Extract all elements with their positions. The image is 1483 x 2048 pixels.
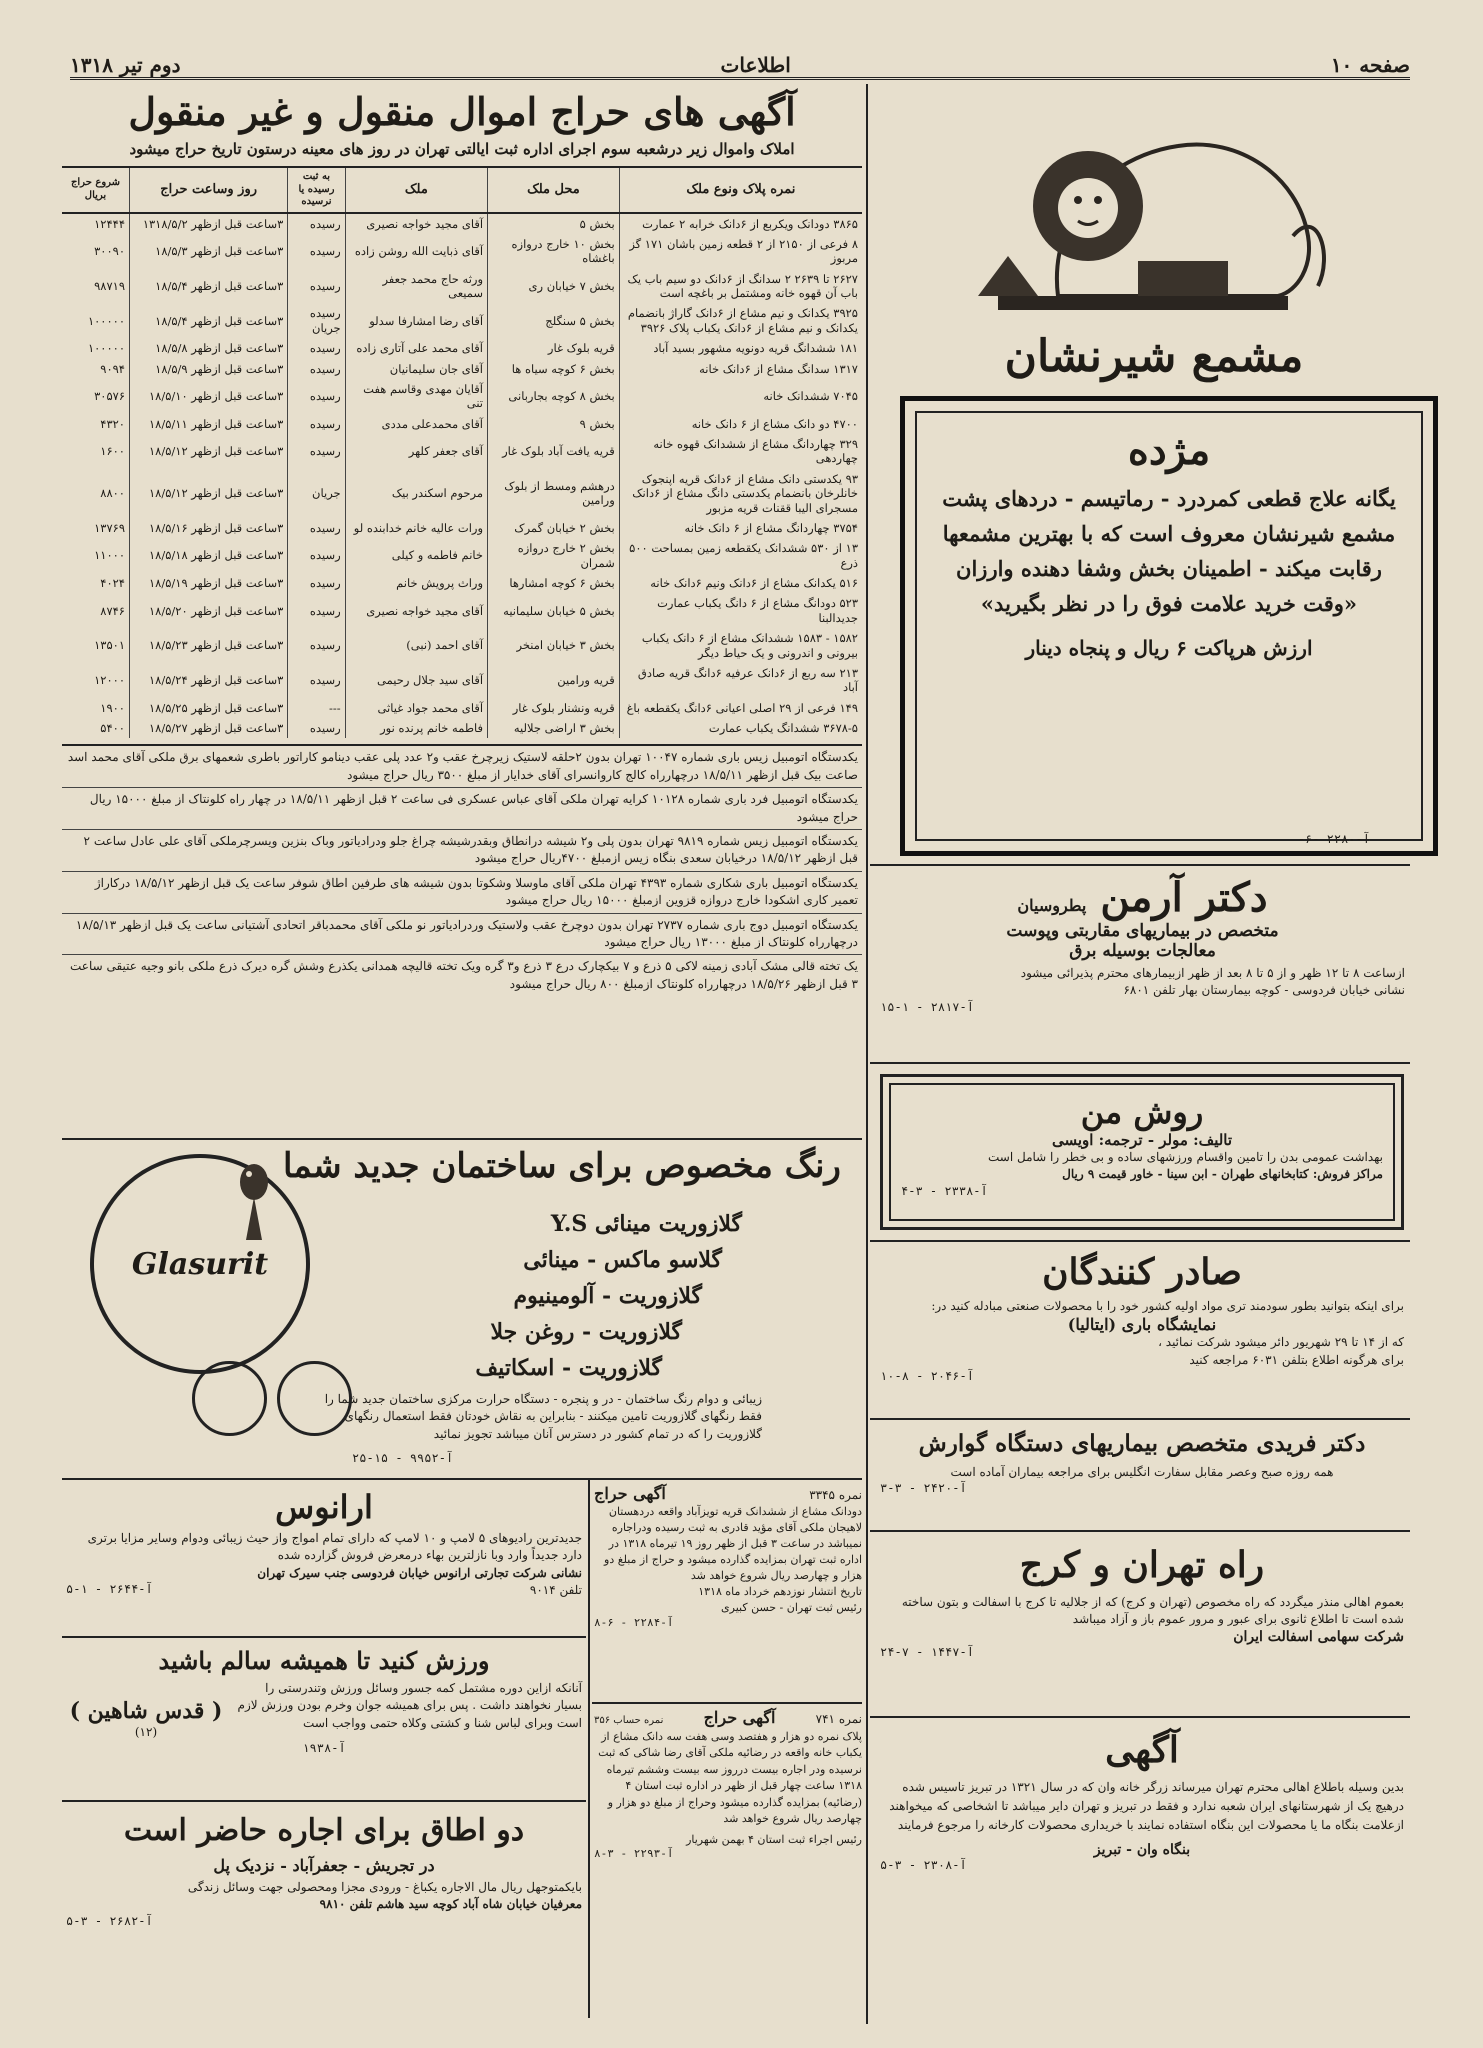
divider — [870, 1716, 1410, 1718]
rooshe-title: روش من — [1080, 1093, 1204, 1131]
rooms-address: معرفیان خیابان شاه آباد کوچه سید هاشم تلفن ۹۸۱۰ — [319, 1897, 582, 1912]
table-cell: ۴۷۰۰ دو دانک مشاع از ۶ دانک خانه — [619, 414, 862, 434]
table-cell: رسیده — [288, 379, 345, 414]
oranus-ref: آ-۲۶۴۴ - ۱-۵ — [66, 1582, 153, 1597]
auction-note: یک تخته قالی مشک آبادی زمینه لاکی ۵ ذرع و ۷ بیکچارک درع ۳ ذرع و۳ گره ویک تخته قالیچه همدانی یکذرع وشش گره دیرک ذرع ملکی بانو وجیه عتیقی ساعت ۳ قبل ازظهر ۱۸/۵/۲۶ درچهارراه کلونتاک ازمبلغ ۸۰۰ ریال حراج میشود — [70, 959, 858, 991]
table-cell: ۳۸۶۵ دودانک ویکربع از ۶دانک خرابه ۲ عمارت — [619, 213, 862, 234]
exporters-ref: آ-۲۰۴۶ - ۸-۱۰ — [880, 1369, 974, 1384]
auction2-ad — [594, 1484, 862, 1698]
oranus-body: جدیدترین رادیوهای ۵ لامپ و ۱۰ لامپ که دارای تمام امواج واز حیث زیبائی ودوام وسایر مزایا برتری دارد جدیداً وارد وبا نازلترین بهاء درمعرض فروش گزارده شده — [87, 1531, 582, 1563]
table-cell: آقای مجید خواجه نصیری — [345, 593, 487, 628]
auction3-ad — [594, 1708, 862, 2016]
shir-line: رقابت میکند - اطمینان بخش وشفا دهنده وارزان — [956, 556, 1382, 581]
oranus-footer — [66, 1582, 582, 1599]
sport-content — [66, 1680, 582, 1741]
table-row — [62, 414, 862, 434]
table-cell: ۴۰۲۴ — [100, 576, 125, 590]
table-cell: ۷۰۴۵ ششدانک خانه — [619, 379, 862, 414]
table-cell: بخش ۵ خیابان سلیمانیه — [488, 593, 620, 628]
table-cell: ۲۱۳ سه ربع از ۶دانک عرفیه ۶دانگ قریه صادق آباد — [619, 663, 862, 698]
sport-ad — [66, 1642, 582, 1792]
armen-hours: ازساعت ۸ تا ۱۲ ظهر و از ۵ تا ۸ بعد از ظهر ازبیمارهای محترم پذیرائی میشود — [1020, 966, 1405, 980]
exporters-ad — [880, 1246, 1404, 1406]
table-cell: ۳۷۵۴ چهاردانگ مشاع از ۶ دانک خانه — [619, 518, 862, 538]
divider — [870, 1240, 1410, 1242]
exporters-venue: نمایشگاه باری (ایتالیا) — [1067, 1315, 1217, 1335]
table-cell: ۸۷۴۶ — [100, 603, 125, 618]
notice-footer: بنگاه وان - تبریز — [1093, 1841, 1191, 1858]
table-cell: ۳ساعت قبل ازظهر ۱۸/۵/۲۰ — [130, 593, 288, 628]
table-cell: ۱۶۰۰ — [100, 444, 125, 459]
divider — [870, 864, 1410, 866]
table-cell: بخش ۶ کوچه سیاه ها — [488, 359, 620, 379]
table-cell: مرحوم اسکندر بیک — [345, 469, 487, 518]
column-rule — [588, 1478, 590, 2018]
table-cell: ۳ساعت قبل ازظهر ۱۸/۵/۲۵ — [130, 698, 288, 718]
armen-heading — [880, 874, 1405, 921]
faridi-ad — [880, 1424, 1404, 1524]
table-cell: ۳ساعت قبل ازظهر ۱۸/۵/۱۱ — [130, 414, 288, 434]
shir-ref: آ-۲۲۸۰ -۶- — [1297, 832, 1370, 846]
table-cell: آقای محمد جواد غیاثی — [345, 698, 487, 718]
table-cell: بخش ۲ خیابان گمرک — [488, 518, 620, 538]
col-header: روز وساعت حراج — [130, 167, 288, 213]
table-cell: ۳ساعت قبل ازظهر ۱۸/۵/۱۹ — [130, 573, 288, 593]
table-cell: رسیده — [288, 434, 345, 469]
col-header: ملک — [345, 167, 487, 213]
paint-product: گلاسو ماکس - مینائی — [523, 1247, 722, 1273]
glasurit-logo — [90, 1154, 310, 1374]
table-cell: ۳ساعت قبل ازظهر ۱۸/۵/۱۲ — [130, 434, 288, 469]
rooms-ad — [66, 1806, 582, 2016]
table-cell: آقایان مهدی وقاسم هفت تنی — [345, 379, 487, 414]
shir-brand: مشمع شیرنشان — [1004, 331, 1304, 382]
rooshe-author: تالیف: مولر - ترجمه: اویسی — [1051, 1131, 1233, 1149]
table-cell: آقای ذبایت الله روشن زاده — [345, 234, 487, 269]
shir-line: مشمع شیرنشان معروف است که با بهترین مشمعها — [942, 521, 1396, 546]
road-company: شرکت سهامی اسفالت ایران — [1233, 1628, 1404, 1645]
table-cell: رسیده — [288, 718, 345, 738]
divider — [870, 1418, 1410, 1420]
lion-illustration — [938, 96, 1338, 326]
notice-body: بدین وسیله باطلاع اهالی محترم تهران میرساند زرگر خانه وان که در سال ۱۳۲۱ در تبریز تاسیس شده درهیچ یک از شهرستانهای ایران شعبه ندارد و فقط در تبریز و تهران دایر میباشد تا اشخاصی که میخواهند ازعلامت بنگاه ما یا محصولات این بنگاه استفاده نمایند با خریداری محصولات کارخانه را مرجوع فرمایند — [889, 1780, 1404, 1833]
paint-title: رنگ مخصوص برای ساختمان جدید شما — [283, 1146, 841, 1186]
table-cell: آقای رضا امشارفا سدلو — [345, 303, 487, 338]
auction2-num: نمره ۳۳۴۵ — [809, 1488, 862, 1502]
auction3-head — [594, 1708, 862, 1729]
table-cell: قریه بلوک غار — [488, 338, 620, 358]
auction2-signer: رئیس ثبت تهران - حسن کبیری — [721, 1601, 862, 1615]
table-cell: قریه یافت آباد بلوک غار — [488, 434, 620, 469]
divider — [62, 1636, 586, 1638]
table-cell: ۳ساعت قبل ازظهر ۱۸/۵/۱۸ — [130, 538, 288, 573]
table-cell: ۹۰۹۴ — [100, 361, 125, 376]
table-cell: آقای جعفر کلهر — [345, 434, 487, 469]
table-cell: ۳ساعت قبل ازظهر ۱۸/۵/۴ — [130, 303, 288, 338]
auction2-head — [594, 1484, 862, 1504]
table-cell: ۳ساعت قبل ازظهر ۱۸/۵/۸ — [130, 338, 288, 358]
shir-inner-box — [915, 411, 1423, 841]
road-ref: آ-۱۴۴۷ - ۷-۲۴ — [880, 1644, 974, 1659]
paint-product: گلازوریت مینائی Y.S — [550, 1211, 742, 1237]
table-row — [62, 718, 862, 738]
auction2-date: تاریخ انتشار نوزدهم خرداد ماه ۱۳۱۸ — [698, 1585, 862, 1599]
table-cell: ۱۲۴۴۴ — [94, 216, 125, 231]
auction-note: یکدستگاه اتومبیل زیس شماره ۹۸۱۹ تهران بدون پلی و۲ شیشه درانطاق وبقدرشیشه چراغ جلو ودرادیاتور وباک بنزین ویسرچرملکی آقای علی عادل ساعت ۲ قبل ازظهر ۱۸/۵/۱۲ درخیابان سعدی بنگاه زیس ازمبلغ ۴۷۰۰ریال حراج میشود — [62, 830, 862, 872]
rooshe-ref: آ-۲۳۳۸ - ۳-۴ — [901, 1183, 988, 1198]
table-row — [62, 379, 862, 414]
rooms-subtitle: در تجریش - جعفرآباد - نزدیک پل — [213, 1856, 435, 1875]
exporters-title: صادر کنندگان — [1042, 1251, 1242, 1293]
table-cell: آقای محمدعلی مددی — [345, 414, 487, 434]
table-cell: ۳۶۷۸-۵ ششدانگ یکباب عمارت — [619, 718, 862, 738]
armen-ad — [880, 874, 1405, 1054]
table-cell: ۴۳۲۰ — [100, 416, 125, 431]
road-ad — [880, 1536, 1404, 1716]
table-cell: وراث پرویش خانم — [345, 573, 487, 593]
table-cell: آقای احمد (نبی) — [345, 628, 487, 663]
faridi-ref: آ-۲۴۲۰ - ۳-۳ — [880, 1481, 967, 1496]
table-cell: ۳ساعت قبل ازظهر ۱۸/۵/۱۶ — [130, 518, 288, 538]
table-cell: ۱۱۰۰۰ — [94, 548, 125, 563]
faridi-title: دکتر فریدی متخصص بیماریهای دستگاه گوارش — [918, 1430, 1366, 1457]
table-cell: ۳ساعت قبل ازظهر ۱۸/۵/۲۳ — [130, 628, 288, 663]
col-header: به ثبت رسیده یا نرسیده — [288, 167, 345, 213]
publication-name: اطلاعات — [720, 52, 791, 77]
table-cell: ۳ساعت قبل ازظهر ۱۸/۵/۱۰ — [130, 379, 288, 414]
table-cell: بخش ۱۰ خارج دروازه باغشاه — [488, 234, 620, 269]
table-cell: ۵۲۳ دودانگ مشاع از ۶ دانگ یکباب عمارت جدیدالبنا — [619, 593, 862, 628]
table-cell: --- — [288, 698, 345, 718]
auction3-num: نمره ۷۴۱ — [815, 1712, 862, 1726]
armen-address: نشانی خیابان فردوسی - کوچه بیمارستان بهار تلفن ۶۸۰۱ — [1123, 983, 1405, 998]
auction-subtitle: املاک واموال زیر درشعبه سوم اجرای اداره ثبت ایالتی تهران در روز های معینه درستون تاریخ حراج میشود — [129, 140, 795, 158]
table-cell: ۳۲۹ چهاردانگ مشاع از ششدانک قهوه خانه چهاردهی — [619, 434, 862, 469]
table-row — [62, 518, 862, 538]
sport-brand-box — [66, 1680, 226, 1741]
table-cell: ۱۰۰۰۰۰ — [87, 313, 125, 328]
paint-product: گلازوریت - آلومینیوم — [513, 1283, 702, 1309]
armen-surname: پطروسیان — [1017, 896, 1087, 915]
table-row — [62, 359, 862, 379]
table-cell: درهشم ومسط از بلوک ورامین — [488, 469, 620, 518]
rooms-ref: آ-۲۶۸۲ - ۳-۵ — [66, 1913, 153, 1928]
col-header: شروع حراج بریال — [62, 167, 130, 213]
table-cell: ۳ساعت قبل ازظهر ۱۸/۵/۳ — [130, 234, 288, 269]
sport-brand-num: (۱۲) — [134, 1725, 158, 1739]
col-header: نمره پلاک ونوع ملک — [619, 167, 862, 213]
paint-products — [282, 1206, 742, 1386]
armen-treatment: معالجات بوسیله برق — [1069, 941, 1216, 961]
table-cell: آقای مجید خواجه نصیری — [345, 213, 487, 234]
table-cell: ۱۸۱ ششدانگ قریه دونویه مشهور بسید آباد — [619, 338, 862, 358]
oranus-title: ارانوس — [275, 1488, 373, 1526]
auction-notes — [62, 744, 862, 996]
table-cell: ۱۲۰۰۰ — [94, 673, 125, 688]
rooshe-shops: مراکز فروش: کتابخانهای طهران - ابن سینا - خاور قیمت ۹ ریال — [1062, 1167, 1383, 1182]
rooshe-ad — [880, 1074, 1404, 1230]
table-cell: رسیده — [288, 538, 345, 573]
shir-ad — [898, 96, 1410, 848]
table-cell: رسیده — [288, 213, 345, 234]
auction-note: یکدستگاه اتومبیل دوج باری شماره ۲۷۳۷ تهران بدون دوچرخ عقب ولاستیک وردرادیاتور نو ملکی آقای محمدباقر اتحادی آشتیانی ساعت یک قبل ازظهر ۱۸/۵/۱۳ درچهارراه کلونتاک از مبلغ ۱۳۰۰۰ ریال حراج میشود — [62, 914, 862, 956]
table-cell: رسیده — [288, 573, 345, 593]
table-cell: رسیده جریان — [288, 303, 345, 338]
armen-specialty: متخصص در بیماریهای مقاربتی وپوست — [1006, 921, 1279, 941]
table-cell: ورات عالیه خانم خدابنده لو — [345, 518, 487, 538]
column-rule — [866, 84, 868, 2024]
table-cell: ۳ساعت قبل ازظهر ۱۸/۵/۲۴ — [130, 663, 288, 698]
shir-line: «وقت خرید علامت فوق را در نظر بگیرید» — [980, 591, 1358, 616]
table-cell: ۸ فرعی از ۲۱۵۰ از ۲ قطعه زمین باشان ۱۷۱ گز مربوز — [619, 234, 862, 269]
page-header — [70, 52, 1410, 80]
notice-title: آگهی — [1105, 1729, 1179, 1771]
table-cell: ۵۴۰۰ — [100, 721, 125, 735]
table-cell: ۱۳ از ۵۳۰ ششدانک یکقطعه زمین بمساحت ۵۰۰ ذرع — [619, 538, 862, 573]
table-cell: رسیده — [288, 414, 345, 434]
auction3-title: آگهی حراج — [703, 1708, 776, 1727]
shir-heading: مژده — [1127, 427, 1211, 474]
table-cell: بخش ۵ سنگلج — [488, 303, 620, 338]
table-cell: رسیده — [288, 518, 345, 538]
faridi-body: همه روزه صبح وعصر مقابل سفارت انگلیس برای مراجعه بیماران آماده است — [950, 1465, 1334, 1479]
notice-ref: آ-۲۳۰۸ - ۳-۵ — [880, 1857, 967, 1872]
auction3-signer: رئیس اجراء ثبت استان ۴ بهمن شهریار — [686, 1832, 862, 1846]
lion-icon — [938, 96, 1338, 326]
table-cell: بخش ۸ کوچه بجاربانی — [488, 379, 620, 414]
rooms-title: دو اطاق برای اجاره حاضر است — [123, 1813, 525, 1848]
paint-body: زیبائی و دوام رنگ ساختمان - در و پنجره - دستگاه حرارت مرکزی ساختمان جدید شما را فقط رنگهای گلازوریت تامین میکنند - بنابراین به نقاش خودتان فقط استعمال رنگهای گلازوریت را که در تمام کشور در دسترس آنان میباشد تجویز نمائید — [324, 1392, 762, 1441]
table-cell: ۹۸۷۱۹ — [94, 278, 125, 293]
auction-table-body — [62, 213, 862, 739]
table-cell: خانم فاطمه و کیلی — [345, 538, 487, 573]
table-cell: ۱۹۰۰ — [100, 700, 125, 715]
table-cell: رسیده — [288, 269, 345, 304]
auction-section — [62, 88, 862, 1138]
rooshe-desc: بهداشت عمومی بدن را تامین واقسام ورزشهای ساده و بی خطر را شامل است — [988, 1150, 1383, 1164]
oranus-address: نشانی شرکت تجارتی ارانوس خیابان فردوسی جنب سیرک تهران — [257, 1565, 582, 1580]
table-row — [62, 628, 862, 663]
auction-table-header — [62, 167, 862, 213]
table-row — [62, 434, 862, 469]
table-cell: ۹۳ یکدستی دانک مشاع از ۶دانک قریه اپنجوک خانلرخان بانضمام یکدستی دانگ مشاع از ۶دانک مسجرای الیبا ققنات قریه مزبور — [619, 469, 862, 518]
table-cell: ۳ساعت قبل ازظهر ۱۸/۵/۲۷ — [130, 718, 288, 738]
divider — [870, 1062, 1410, 1064]
glasurit-wordmark: Glasurit — [131, 1246, 269, 1282]
table-row — [62, 538, 862, 573]
table-cell: رسیده — [288, 359, 345, 379]
table-cell: ۳ساعت قبل ازظهر ۱۸/۵/۴ — [130, 269, 288, 304]
table-cell: ۱۰۰۰۰۰ — [87, 341, 125, 356]
glasurit-can-icon — [277, 1361, 352, 1436]
paint-product: گلازوریت - اسکاتیف — [475, 1355, 662, 1381]
table-cell: بخش ۶ کوچه امشارها — [488, 573, 620, 593]
table-cell: بخش ۳ خیابان امنخر — [488, 628, 620, 663]
table-cell: بخش ۷ خیابان ری — [488, 269, 620, 304]
auction2-title: آگهی حراج — [594, 1484, 666, 1503]
table-row — [62, 213, 862, 234]
table-cell: رسیده — [288, 234, 345, 269]
table-row — [62, 303, 862, 338]
auction2-body: دودانک مشاع از ششدانک قریه تویزآباد واقعه دردهستان لاهیجان ملکی آقای مؤید قادری به ثبت رسیده ودراجاره نمیباشد در ساعت ۳ قبل از ظهر روز ۱۹ تیرماه ۱۳۱۸ در اداره ثبت تهران بمزایده گذارده میشود و حراج از مبلغ دو هزار و چهارصد ریال شروع خواهد شد — [604, 1505, 862, 1583]
rooms-body: بایکمتوجهل ریال مال الاجاره یکباغ - ورودی مجزا ومحصولی جهت وسائل زندگی — [187, 1880, 582, 1894]
table-cell: ۳ساعت قبل ازظهر ۱۳۱۸/۵/۲ — [130, 213, 288, 234]
auction-table — [62, 166, 862, 738]
table-cell: ۳۹۲۵ یکدانک و نیم مشاع از ۶دانک گاراژ بانضمام یکدانک و نیم مشاع از ۶دانک یکباب پلاک ۳۹۲۶ — [619, 303, 862, 338]
auction2-ref: آ-۲۲۸۴ - ۶-۸ — [594, 1615, 674, 1629]
divider — [62, 1478, 862, 1480]
table-cell: ۱۳۱۷ سدانگ مشاع از ۶دانک خانه — [619, 359, 862, 379]
divider — [62, 1138, 862, 1140]
table-cell: ۸۸۰۰ — [100, 486, 125, 501]
auction3-body: پلاک نمره دو هزار و هفتصد وسی هفت سه دانک مشاع از یکباب خانه واقعه در رضائیه ملکی آقای رضا شاکی که ثبت نرسیده ودر اجاره بیست درروز سه بیست وششم تیرماه ۱۳۱۸ ساعت چهار قبل از ظهر در اداره ثبت استان ۴ (رضائیه) بمزایده گذارده میشود وحراج از مبلغ دو هزار و چهارصد ریال شروع خواهد شد — [598, 1729, 862, 1825]
sport-brand: ( قدس شاهین ) — [69, 1698, 223, 1724]
divider — [62, 1800, 586, 1802]
sport-title: ورزش کنید تا همیشه سالم باشید — [158, 1646, 490, 1675]
glasurit-can-icon — [192, 1361, 267, 1436]
table-cell: ۲۶۲۷ تا ۲۶۳۹ ۲ سدانگ از ۶دانک دو سیم باب یک باب آن قهوه خانه ومشتمل بر باغچه است — [619, 269, 862, 304]
road-body: بعموم اهالی منذر میگردد که راه مخصوص (تهران و کرج) که از جلالیه تا کرج با اسفالت و بتون ساخته شده است تا اطلاع ثانوی برای عبور و مرور عموم باز و آزاد میباشد — [901, 1595, 1404, 1627]
road-title: راه تهران و کرج — [1019, 1544, 1265, 1586]
auction3-ref: آ-۲۲۹۳ - ۳-۸ — [594, 1847, 674, 1861]
armen-ref: آ-۲۸۱۷ - ۱-۱۵ — [880, 999, 974, 1014]
exporters-info: برای هرگونه اطلاع بتلفن ۶۰۳۱ مراجعه کنید — [1189, 1352, 1404, 1367]
paint-ad — [62, 1146, 862, 1466]
table-cell: ورثه حاج محمد جعفر سمیعی — [345, 269, 487, 304]
table-cell: ۳۰۰۹۰ — [94, 244, 125, 259]
table-cell: فاطمه خانم پرنده نور — [345, 718, 487, 738]
paint-product: گلازوریت - روغن جلا — [490, 1319, 682, 1345]
table-cell: آقای محمد علی آتاری زاده — [345, 338, 487, 358]
divider — [870, 1530, 1410, 1532]
table-cell: رسیده — [288, 628, 345, 663]
table-row — [62, 663, 862, 698]
table-cell: ۳ساعت قبل ازظهر ۱۸/۵/۱۲ — [130, 469, 288, 518]
auction-note: یکدستگاه اتومبیل زیس باری شماره ۱۰۰۴۷ تهران بدون ۲حلقه لاستیک زیرچرخ عقب و۲ عدد پلی عقب دینامو کاراتور باطری شعمهای برق ملکی آقای محمد اسد صاعت بیک قبل ازظهر ۱۸/۵/۱۱ درچهارراه کالج کاروانسرای آقای خدایار از مبلغ ۳۵۰۰ ریال حراج میشود — [62, 746, 862, 788]
table-cell: بخش ۳ اراضی جلالیه — [488, 718, 620, 738]
table-cell: بخش ۲ خارج دروازه شمران — [488, 538, 620, 573]
table-cell: قریه ورامین — [488, 663, 620, 698]
issue-date: دوم تیر ۱۳۱۸ — [70, 52, 181, 77]
table-cell: آقای جان سلیمانیان — [345, 359, 487, 379]
notice-ad — [880, 1722, 1404, 2022]
table-cell: ۱۴۹ فرعی از ۲۹ اصلی اعیانی ۶دانگ یکقطعه باغ — [619, 698, 862, 718]
parrot-icon — [224, 1152, 284, 1242]
col-header: محل ملک — [488, 167, 620, 213]
table-cell: رسیده — [288, 663, 345, 698]
oranus-phone: تلفن ۹۰۱۴ — [529, 1583, 582, 1598]
table-cell: آقای سید جلال رحیمی — [345, 663, 487, 698]
armen-name: دکتر آرمن — [1100, 874, 1268, 921]
sport-ref: آ-۱۹۳۸ — [302, 1741, 346, 1756]
divider — [592, 1702, 862, 1704]
sport-body: آنانکه ازاین دوره مشتمل کمه جسور وسائل ورزش وتندرستی را بسیار نخواهند داشت . پس برای همیشه جوان وخرم بودن ورزش لازم است وبرای لباس شنا و کشتی وکلاه حتمی وواجب است — [237, 1681, 582, 1730]
shir-box — [900, 396, 1438, 856]
table-cell: ۱۵۸۲ - ۱۵۸۳ ششدانک مشاع از ۶ دانک یکباب بیرونی و اندرونی و یک حیاط دیگر — [619, 628, 862, 663]
auction-note: یکدستگاه اتومبیل باری شکاری شماره ۴۳۹۳ تهران ملکی آقای ماوسلا وشکوتا بدون شیشه های طرفین اطاق شوفر ساعت یک قبل ازظهر ۱۸/۵/۱۲ درکاراژ تعمیر کاری اشکودا خارج دروازه قزوین ازمبلغ ۱۵۰۰۰ ریال حراج میشود — [62, 872, 862, 914]
exporters-dates: که از ۱۴ تا ۲۹ شهریور دائر میشود شرکت نمائید ، — [1158, 1335, 1404, 1350]
table-row — [62, 338, 862, 358]
table-row — [62, 234, 862, 269]
table-cell: ۱۳۵۰۱ — [94, 638, 125, 653]
table-cell: ۱۳۷۶۹ — [94, 520, 125, 535]
auction-title: آگهی های حراج اموال منقول و غیر منقول — [128, 89, 796, 134]
table-cell: رسیده — [288, 593, 345, 628]
table-cell: ۵۱۶ یکدانک مشاع از ۶دانک ونیم ۶دانک خانه — [619, 573, 862, 593]
table-row — [62, 698, 862, 718]
exporters-body: برای اینکه بتوانید بطور سودمند تری مواد اولیه کشور خود را با محصولات صنعتی مبادله کنید در: — [931, 1299, 1404, 1313]
oranus-ad — [66, 1484, 582, 1634]
table-cell: بخش ۹ — [488, 414, 620, 434]
table-cell: جریان — [288, 469, 345, 518]
page-number: صفحه ۱۰ — [1330, 52, 1410, 77]
table-cell: ۳ساعت قبل ازظهر ۱۸/۵/۹ — [130, 359, 288, 379]
table-row — [62, 573, 862, 593]
paint-ref: آ-۹۹۵۲ - ۱۵-۲۵ — [352, 1451, 454, 1465]
table-cell: ۳۰۵۷۶ — [94, 389, 125, 404]
shir-price: ارزش هرپاکت ۶ ریال و پنجاه دینار — [1025, 636, 1313, 660]
table-row — [62, 469, 862, 518]
table-row — [62, 269, 862, 304]
table-cell: قریه ونشنار بلوک غار — [488, 698, 620, 718]
table-row — [62, 593, 862, 628]
auction3-subnum: نمره حساب ۳۵۶ — [594, 1715, 664, 1726]
shir-line: یگانه علاج قطعی کمردرد - رماتیسم - دردهای پشت — [942, 486, 1396, 511]
table-cell: رسیده — [288, 338, 345, 358]
table-cell: بخش ۵ — [488, 213, 620, 234]
auction-note: یکدستگاه اتومبیل فرد باری شماره ۱۰۱۲۸ کرایه تهران ملکی آقای عباس عسکری فی ساعت ۲ قبل ازظهر ۱۸/۵/۱۱ در چهار راه کلونتاک از مبلغ ۱۵۰۰۰ ریال حراج میشود — [62, 788, 862, 830]
